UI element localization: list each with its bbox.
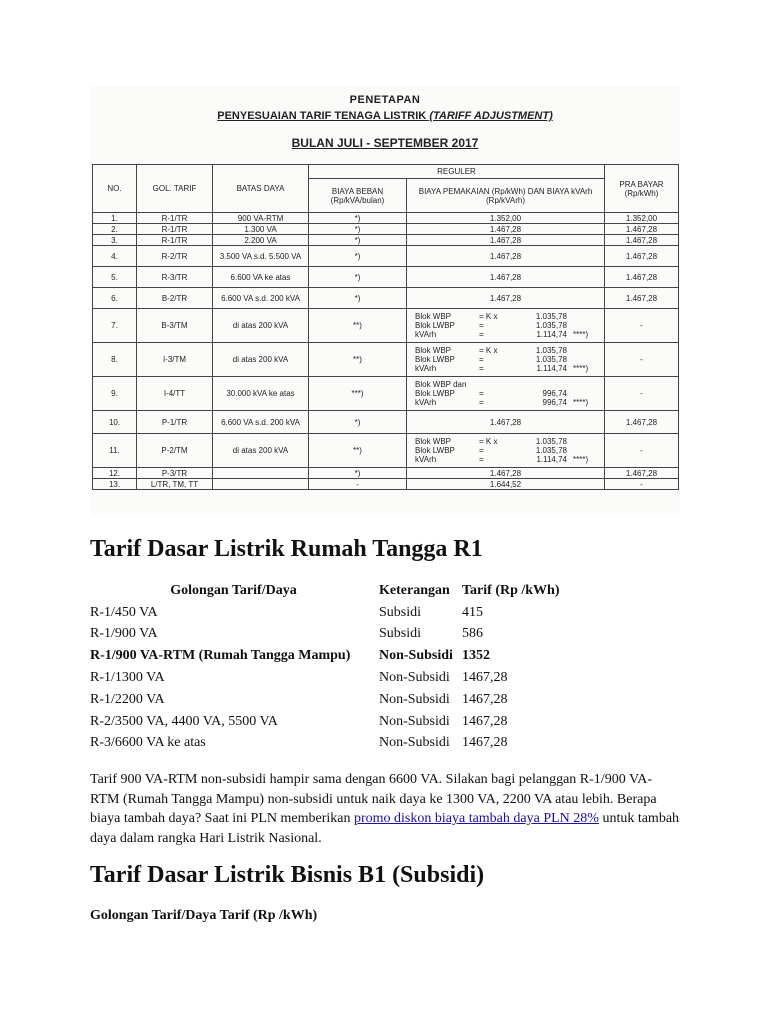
scan-cell-no: 8. (93, 343, 137, 377)
r1-cell-ket: Non-Subsidi (379, 735, 450, 751)
scan-cell-no: 7. (93, 309, 137, 343)
scan-cell-blok: Blok WBP = K x 1.035,78 Blok LWBP = 1.035,78 kVArh = 1.114,74 ****) (407, 343, 605, 377)
scan-cell-no: 11. (93, 434, 137, 468)
table-row (90, 667, 582, 689)
section-title-b1: Tarif Dasar Listrik Bisnis B1 (Subsidi) (90, 862, 485, 888)
scan-cell-no: 13. (93, 479, 137, 490)
scan-col-reguler: REGULER (309, 165, 605, 179)
table-row (90, 624, 582, 646)
scan-cell-gol: P-1/TR (137, 411, 213, 434)
scan-cell-no: 3. (93, 235, 137, 246)
scan-cell-no: 5. (93, 267, 137, 288)
scan-cell-beban: *) (309, 267, 407, 288)
r1-cell-gol: R-1/2200 VA (90, 691, 165, 707)
scan-cell-pakai: 1.467,28 (407, 288, 605, 309)
scan-cell-pakai: 1.467,28 (407, 235, 605, 246)
scan-cell-pakai: 1.467,28 (407, 411, 605, 434)
scan-cell-no: 12. (93, 468, 137, 479)
scan-table-row (93, 246, 679, 267)
scan-cell-batas (213, 479, 309, 490)
scan-cell-gol: L/TR, TM, TT (137, 479, 213, 490)
section-title-r1: Tarif Dasar Listrik Rumah Tangga R1 (90, 536, 483, 562)
scan-cell-gol: R-1/TR (137, 235, 213, 246)
scan-cell-batas: di atas 200 kVA (213, 434, 309, 468)
table-row (90, 711, 582, 733)
scan-cell-no: 2. (93, 224, 137, 235)
r1-cell-tarif: 1467,28 (462, 713, 508, 729)
scan-cell-batas: 6.600 VA ke atas (213, 267, 309, 288)
scan-cell-pra: 1.467,28 (605, 468, 679, 479)
promo-link[interactable]: promo diskon biaya tambah daya PLN 28% (353, 811, 599, 826)
scan-cell-beban: *) (309, 213, 407, 224)
scan-cell-beban: **) (309, 434, 407, 468)
scan-cell-no: 10. (93, 411, 137, 434)
scan-table-row (93, 224, 679, 235)
scan-table-row (93, 411, 679, 434)
scan-cell-gol: R-1/TR (137, 224, 213, 235)
scan-cell-gol: P-2/TM (137, 434, 213, 468)
r1-cell-ket: Non-Subsidi (379, 648, 453, 664)
r1-cell-gol: R-3/6600 VA ke atas (90, 735, 206, 751)
scan-col-batas: BATAS DAYA (213, 165, 309, 213)
scan-cell-pra: 1.467,28 (605, 288, 679, 309)
table-row (90, 602, 582, 624)
r1-cell-gol: R-2/3500 VA, 4400 VA, 5500 VA (90, 713, 278, 729)
scan-cell-beban: *) (309, 224, 407, 235)
scan-table-row (93, 479, 679, 490)
scan-cell-batas: di atas 200 kVA (213, 343, 309, 377)
r1-cell-gol: R-1/450 VA (90, 604, 158, 620)
scan-cell-beban: **) (309, 343, 407, 377)
scan-cell-batas: 1.300 VA (213, 224, 309, 235)
scan-table-row (93, 468, 679, 479)
scan-col-beban: BIAYA BEBAN (Rp/kVA/bulan) (309, 179, 407, 213)
scan-table-row (93, 267, 679, 288)
scan-table-row (93, 235, 679, 246)
scan-col-pemakaian: BIAYA PEMAKAIAN (Rp/kWh) DAN BIAYA kVArh (Rp/kVArh) (407, 179, 605, 213)
scan-table-row (93, 288, 679, 309)
scan-cell-pakai: 1.467,28 (407, 246, 605, 267)
r1-col-keterangan: Keterangan (379, 582, 450, 598)
r1-cell-ket: Non-Subsidi (379, 670, 450, 686)
scan-cell-gol: B-3/TM (137, 309, 213, 343)
scan-cell-pakai: 1.352,00 (407, 213, 605, 224)
scan-cell-pra: 1.467,28 (605, 235, 679, 246)
scan-col-no: NO. (93, 165, 137, 213)
scan-cell-gol: P-3/TR (137, 468, 213, 479)
scan-cell-pra: 1.467,28 (605, 267, 679, 288)
r1-cell-gol: R-1/900 VA (90, 626, 158, 642)
r1-cell-tarif: 586 (462, 626, 483, 642)
scan-col-prabayar: PRA BAYAR (Rp/kWh) (605, 165, 679, 213)
scan-cell-beban: *) (309, 246, 407, 267)
table-row (90, 645, 582, 667)
scan-cell-pra: 1.352,00 (605, 213, 679, 224)
r1-cell-tarif: 1352 (462, 648, 490, 664)
scan-cell-no: 6. (93, 288, 137, 309)
scan-cell-beban: *) (309, 411, 407, 434)
scan-cell-no: 9. (93, 377, 137, 411)
scan-cell-beban: *) (309, 235, 407, 246)
scan-cell-batas: 2.200 VA (213, 235, 309, 246)
r1-cell-ket: Non-Subsidi (379, 691, 450, 707)
r1-cell-ket: Non-Subsidi (379, 713, 450, 729)
r1-tariff-table (90, 580, 582, 754)
scan-cell-beban: **) (309, 309, 407, 343)
scan-tariff-table (92, 164, 679, 490)
scan-heading: PENETAPAN (349, 94, 421, 106)
scan-table-row (93, 213, 679, 224)
r1-cell-tarif: 1467,28 (462, 691, 508, 707)
scan-cell-blok: Blok WBP = K x 1.035,78 Blok LWBP = 1.035,78 kVArh = 1.114,74 ****) (407, 434, 605, 468)
scan-cell-gol: I-4/TT (137, 377, 213, 411)
table-row (90, 689, 582, 711)
scan-cell-batas: 30.000 kVA ke atas (213, 377, 309, 411)
scan-cell-gol: R-2/TR (137, 246, 213, 267)
scan-cell-pra: - (605, 479, 679, 490)
scan-cell-batas: 6.600 VA s.d. 200 kVA (213, 288, 309, 309)
r1-cell-tarif: 1467,28 (462, 670, 508, 686)
scan-cell-pakai: 1.467,28 (407, 468, 605, 479)
b1-table-header: Golongan Tarif/Daya Tarif (Rp /kWh) (90, 908, 318, 923)
scan-table-row (93, 377, 679, 411)
scan-cell-pra: - (605, 434, 679, 468)
scan-cell-gol: I-3/TM (137, 343, 213, 377)
scan-cell-pra: 1.467,28 (605, 224, 679, 235)
r1-cell-gol: R-1/900 VA-RTM (Rumah Tangga Mampu) (90, 648, 351, 664)
scan-cell-batas (213, 468, 309, 479)
scan-cell-beban: *) (309, 468, 407, 479)
scan-cell-gol: R-3/TR (137, 267, 213, 288)
scan-cell-no: 4. (93, 246, 137, 267)
scan-cell-gol: R-1/TR (137, 213, 213, 224)
scan-subheading: PENYESUAIAN TARIF TENAGA LISTRIK (TARIFF ADJUSTMENT) (217, 110, 553, 122)
scan-cell-batas: 6.600 VA s.d. 200 kVA (213, 411, 309, 434)
scan-cell-batas: 3.500 VA s.d. 5.500 VA (213, 246, 309, 267)
scan-table-row (93, 309, 679, 343)
r1-cell-gol: R-1/1300 VA (90, 670, 165, 686)
r1-col-golongan: Golongan Tarif/Daya (170, 582, 297, 598)
r1-cell-ket: Subsidi (379, 604, 422, 620)
scan-table-row (93, 434, 679, 468)
r1-col-tarif: Tarif (Rp /kWh) (462, 582, 560, 598)
scan-cell-gol: B-2/TR (137, 288, 213, 309)
scan-cell-batas: di atas 200 kVA (213, 309, 309, 343)
scan-cell-pra: - (605, 309, 679, 343)
scan-cell-pra: 1.467,28 (605, 246, 679, 267)
scan-col-gol: GOL. TARIF (137, 165, 213, 213)
scan-table-row (93, 343, 679, 377)
r1-note: Tarif 900 VA-RTM non-subsidi hampir sama dengan 6600 VA. Silakan bagi pelanggan R-1/900 VA-RTM (Rumah Tangga Mampu) non-subsidi untuk naik daya ke 1300 VA, 2200 VA atau lebih. Berapa biaya tambah daya? Saat ini PLN memberikan promo diskon biaya tambah daya PLN 28% untuk tambah daya dalam rangka Hari Listrik Nasional. (90, 772, 680, 846)
r1-cell-ket: Subsidi (379, 626, 422, 642)
scan-cell-pra: 1.467,28 (605, 411, 679, 434)
scan-cell-batas: 900 VA-RTM (213, 213, 309, 224)
scan-cell-blok: Blok WBP dan Blok LWBP = 996,74 kVArh = 996,74 ****) (407, 377, 605, 411)
scan-cell-beban: *) (309, 288, 407, 309)
scan-cell-pra: - (605, 343, 679, 377)
table-row (90, 733, 582, 755)
scan-cell-pra: - (605, 377, 679, 411)
scan-cell-pakai: 1.467,28 (407, 267, 605, 288)
r1-cell-tarif: 415 (462, 604, 483, 620)
scan-period: BULAN JULI - SEPTEMBER 2017 (291, 136, 479, 150)
r1-cell-tarif: 1467,28 (462, 735, 508, 751)
scan-cell-pakai: 1.644,52 (407, 479, 605, 490)
scan-cell-pakai: 1.467,28 (407, 224, 605, 235)
tariff-scan-image (90, 86, 680, 516)
scan-cell-beban: - (309, 479, 407, 490)
scan-cell-no: 1. (93, 213, 137, 224)
scan-cell-blok: Blok WBP = K x 1.035,78 Blok LWBP = 1.035,78 kVArh = 1.114,74 ****) (407, 309, 605, 343)
scan-cell-beban: ***) (309, 377, 407, 411)
